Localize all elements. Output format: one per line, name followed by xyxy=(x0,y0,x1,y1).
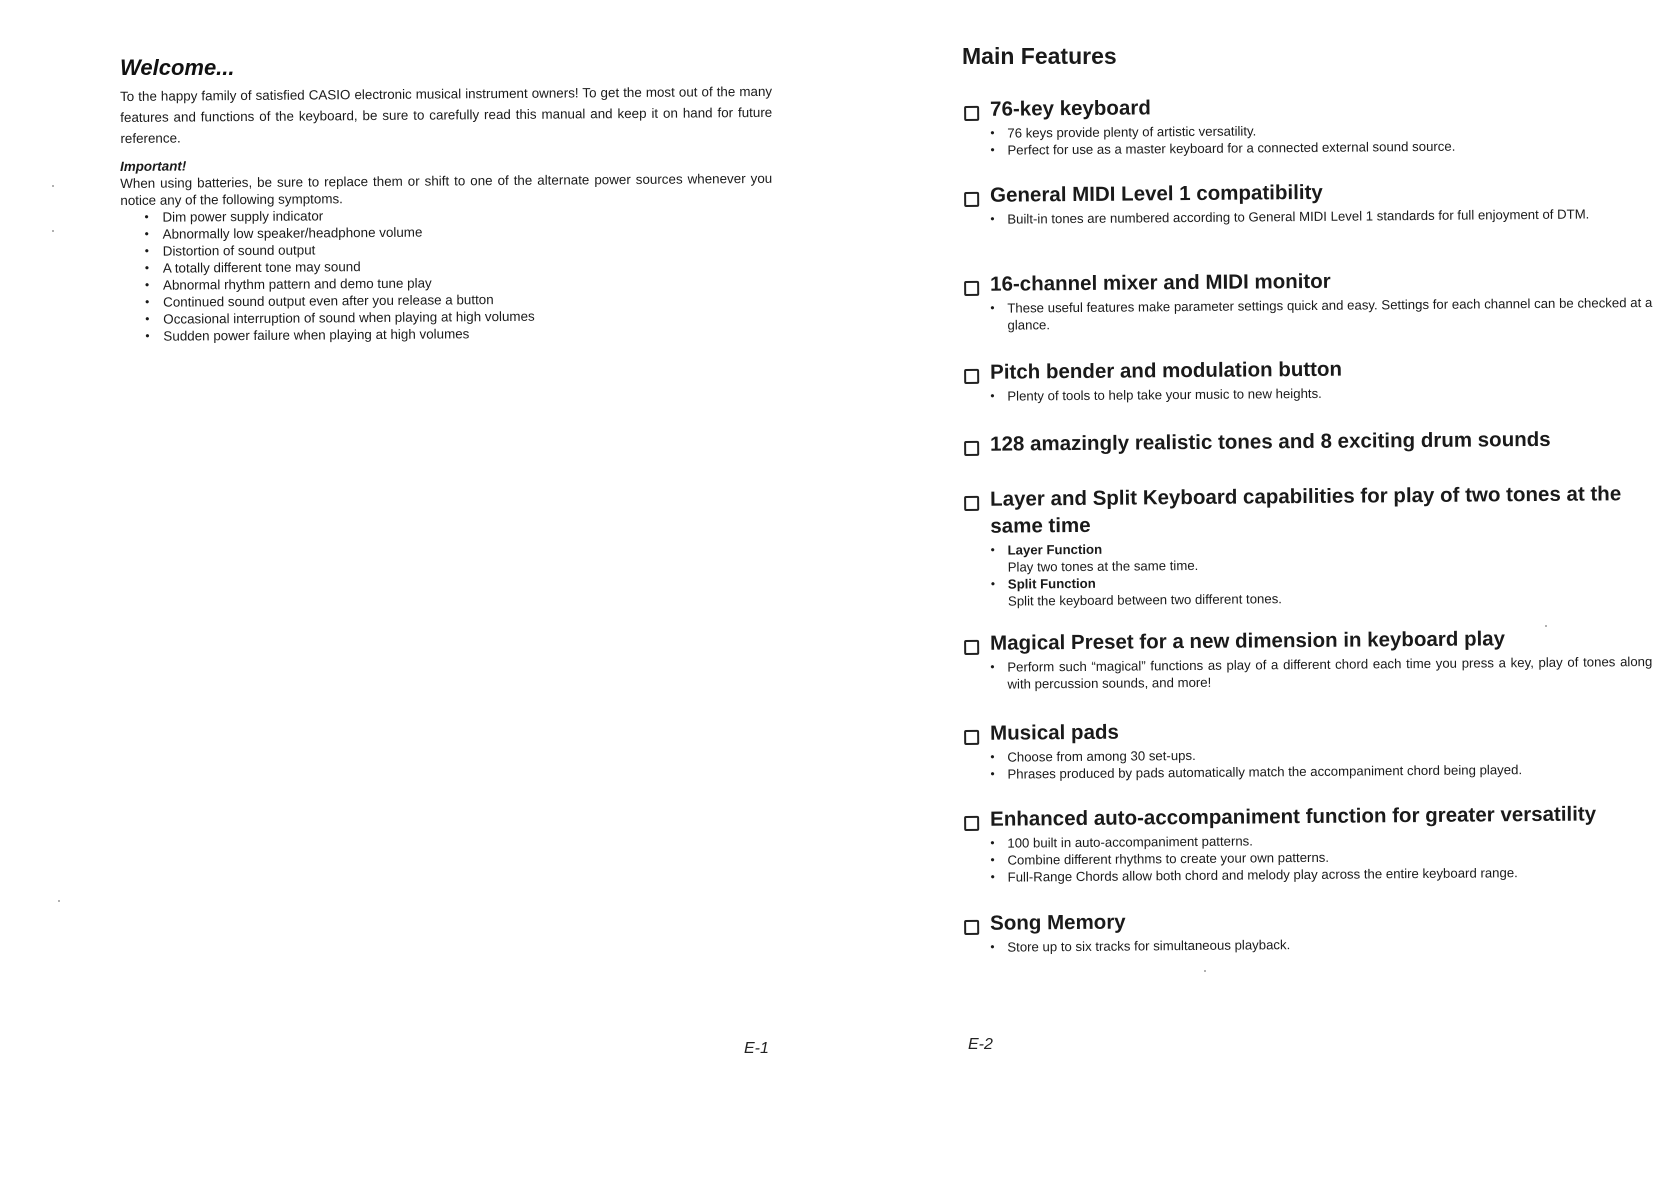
feature-section xyxy=(962,353,1652,405)
feature-heading: Magical Preset for a new dimension in keyboard play xyxy=(962,624,1652,657)
bullet-icon: • xyxy=(990,142,995,157)
bullet-icon: • xyxy=(990,300,995,315)
feature-heading: Enhanced auto-accompaniment function for greater versatility xyxy=(962,800,1652,833)
list-item: • 100 built in auto-accompaniment patterns. xyxy=(990,833,1253,851)
feature-list xyxy=(962,205,1652,228)
list-item: • Sudden power failure when playing at high volumes xyxy=(145,326,470,344)
bullet-icon: • xyxy=(145,311,150,326)
important-heading: Important! xyxy=(120,158,187,174)
list-item: • Split Function Split the keyboard between two different tones. xyxy=(990,575,1282,609)
bullet-icon: • xyxy=(990,939,995,954)
list-item: • Choose from among 30 set-ups. xyxy=(990,747,1196,765)
feature-section xyxy=(962,800,1653,886)
scan-speck xyxy=(1204,970,1206,972)
feature-list xyxy=(962,829,1652,886)
list-item: • Abnormal rhythm pattern and demo tune play xyxy=(144,275,432,293)
list-item: • Continued sound output even after you release a button xyxy=(145,292,494,310)
bullet-icon: • xyxy=(145,294,150,309)
list-item: • Store up to six tracks for simultaneous playback. xyxy=(990,937,1291,955)
feature-list xyxy=(962,743,1652,783)
page-number-left: E-1 xyxy=(744,1040,769,1057)
list-item: • 76 keys provide plenty of artistic versatility. xyxy=(990,123,1257,141)
list-item: • Abnormally low speaker/headphone volume xyxy=(144,224,423,242)
scan-speck xyxy=(58,900,60,902)
bullet-icon: • xyxy=(990,659,995,674)
checkbox-square-icon xyxy=(964,192,979,207)
checkbox-square-icon xyxy=(964,281,979,296)
feature-heading: Pitch bender and modulation button xyxy=(962,353,1652,386)
feature-section xyxy=(962,904,1652,956)
feature-section xyxy=(962,265,1653,334)
feature-section xyxy=(962,714,1653,783)
feature-section xyxy=(962,90,1653,159)
feature-section xyxy=(962,624,1653,693)
feature-section xyxy=(962,176,1652,228)
list-item: • Occasional interruption of sound when playing at high volumes xyxy=(145,308,535,327)
bullet-icon: • xyxy=(990,542,995,557)
symptom-list xyxy=(120,204,773,345)
list-item: • Dim power supply indicator xyxy=(144,208,324,225)
feature-heading: Song Memory xyxy=(962,904,1652,937)
left-page xyxy=(0,0,800,1179)
checkbox-square-icon xyxy=(964,816,979,831)
intro-paragraph: To the happy family of satisfied CASIO electronic musical instrument owners! To get the most out of the many features and functions of the keyboard, be sure to carefully read this manual and keep it on hand for future reference. xyxy=(120,83,773,146)
bullet-icon: • xyxy=(990,835,995,850)
feature-list xyxy=(962,653,1652,693)
feature-list xyxy=(962,536,1653,610)
bullet-icon: • xyxy=(144,260,150,275)
list-item: • Phrases produced by pads automatically match the accompaniment chord being played. xyxy=(990,762,1523,782)
scan-speck xyxy=(1545,625,1547,627)
page-number-right: E-2 xyxy=(968,1036,993,1053)
scan-speck xyxy=(52,230,54,232)
bullet-icon: • xyxy=(990,388,995,403)
list-item: • Combine different rhythms to create your own patterns. xyxy=(990,849,1330,868)
bullet-icon: • xyxy=(990,766,995,781)
checkbox-square-icon xyxy=(964,920,979,935)
bullet-icon: • xyxy=(990,749,995,764)
list-item: • Built-in tones are numbered according to General MIDI Level 1 standards for full enjoyment of DTM. xyxy=(990,206,1590,227)
feature-list xyxy=(962,294,1652,334)
feature-list xyxy=(962,119,1652,159)
feature-heading: 16-channel mixer and MIDI monitor xyxy=(962,265,1652,298)
checkbox-square-icon xyxy=(964,730,979,745)
feature-heading: 128 amazingly realistic tones and 8 exciting drum sounds xyxy=(962,425,1652,458)
bullet-icon: • xyxy=(990,125,995,140)
bullet-icon: • xyxy=(144,209,149,224)
feature-section xyxy=(962,425,1652,458)
feature-section xyxy=(962,480,1653,610)
list-item: • Distortion of sound output xyxy=(144,242,316,259)
feature-heading: 76-key keyboard xyxy=(962,90,1652,123)
list-item: • Perfect for use as a master keyboard for a connected external sound source. xyxy=(990,138,1456,158)
bullet-icon: • xyxy=(990,869,995,884)
list-item: • A totally different tone may sound xyxy=(144,259,361,276)
feature-heading: Musical pads xyxy=(962,714,1652,747)
feature-list xyxy=(962,382,1652,405)
bullet-icon: • xyxy=(990,576,996,591)
feature-list xyxy=(962,933,1652,956)
right-page xyxy=(800,0,1672,1179)
checkbox-square-icon xyxy=(964,369,979,384)
bullet-icon: • xyxy=(144,277,150,292)
feature-heading: Layer and Split Keyboard capabilities for play of two tones at the same time xyxy=(962,480,1652,540)
bullet-icon: • xyxy=(144,243,149,258)
list-item: • Full-Range Chords allow both chord and melody play across the entire keyboard range. xyxy=(990,865,1518,885)
checkbox-square-icon xyxy=(964,496,979,511)
bullet-icon: • xyxy=(145,328,150,343)
checkbox-square-icon xyxy=(964,106,979,121)
bullet-icon: • xyxy=(990,852,995,867)
scan-speck xyxy=(52,185,54,187)
bullet-icon: • xyxy=(144,226,149,241)
checkbox-square-icon xyxy=(964,640,979,655)
important-text: When using batteries, be sure to replace them or shift to one of the alternate power sources whenever you notice any of the following symptoms. xyxy=(120,170,773,208)
important-notice xyxy=(120,153,773,345)
list-item: • Plenty of tools to help take your music to new heights. xyxy=(990,385,1322,404)
main-features-title: Main Features xyxy=(962,43,1117,69)
welcome-title: Welcome... xyxy=(120,55,235,80)
checkbox-square-icon xyxy=(964,441,979,456)
feature-heading: General MIDI Level 1 compatibility xyxy=(962,176,1652,209)
list-item: • Layer Function Play two tones at the same time. xyxy=(990,541,1199,575)
list-item: • These useful features make parameter settings quick and easy. Settings for each channel can be checked at a glance. xyxy=(990,294,1653,333)
bullet-icon: • xyxy=(990,211,995,226)
list-item: • Perform such “magical” functions as play of a different chord each time you press a key, play of tones along with percussion sounds, and more! xyxy=(990,653,1653,692)
